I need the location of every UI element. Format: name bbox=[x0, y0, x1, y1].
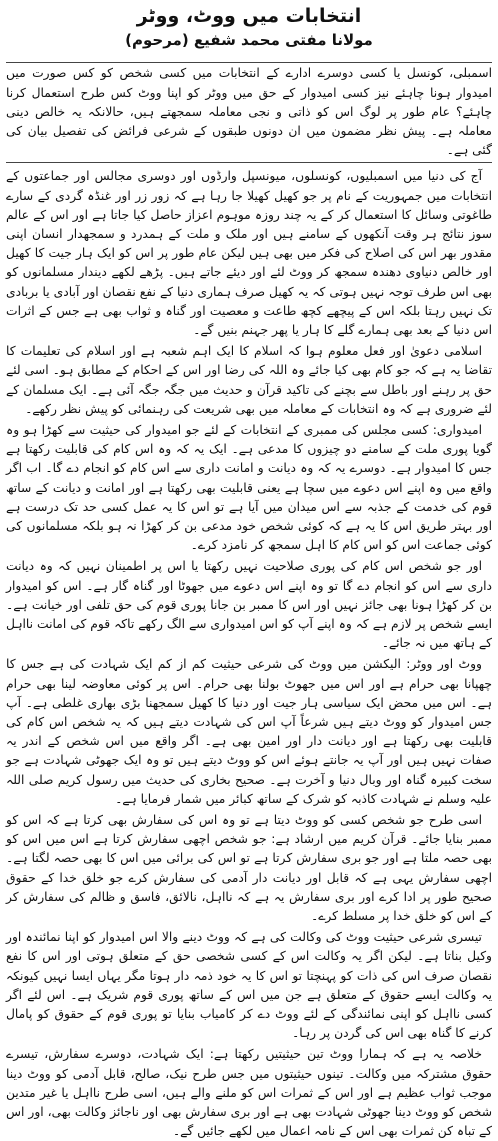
article-paragraph-1: آج کی دنیا میں اسمبلیوں، کونسلوں، میونسپل وارڈوں اور دوسری مجالس اور جماعتوں کے انتخابات میں جمہوریت کے نام پر جو کھیل کھیلا جا رہا ہے کہ زور زر اور غنڈہ گردی کے سارے طاغوتی وسائل کا استعمال کر کے یہ چند روزہ موہوم اعزاز حاصل کیا جاتا ہے اور اس کے عالم سوز نتائج ہر وقت آنکھوں کے سامنے ہیں اور ملک و ملت کے ہمدرد و سمجھدار انسان اپنی مقدور بھر اس کی اصلاح کی فکر میں بھی ہیں لیکن عام طور پر اس کو ایک ہار جیت کا کھیل اور خالص دنیاوی دھندہ سمجھ کر ووٹ لئے اور دیئے جاتے ہیں۔ پڑھے لکھے دیندار مسلمانوں کو بھی اس طرف توجہ نہیں ہوتی کہ یہ کھیل صرف ہماری دنیا کے نفع نقصان اور آبادی یا بربادی تک نہیں رہتا بلکہ اس کے پیچھے کچھ طاعت و معصیت اور گناہ و ثواب بھی ہے جس کے اثرات اس دنیا کے بعد بھی ہمارے گلے کا ہار یا پھر جہنم بنیں گے۔ bbox=[6, 169, 492, 337]
article-body bbox=[6, 167, 492, 1141]
article-paragraph-8: خلاصہ یہ ہے کہ ہمارا ووٹ تین حیثیتیں رکھتا ہے: ایک شہادت، دوسرے سفارش، تیسرے حقوق مشترکہ میں وکالت۔ تینوں حیثیتوں میں جس طرح نیک، صالح، قابل آدمی کو ووٹ دینا موجب ثواب عظیم ہے اور اس کے ثمرات اس کو ملنے والے ہیں، اسی طرح نااہل یا غیر متدین شخص کو ووٹ دینا جھوٹی شہادت بھی ہے اور بری سفارش بھی اور ناجائز وکالت بھی، اور اس کے تباہ کن ثمرات بھی اس کے نامہ اعمال میں لکھے جائیں گے۔ bbox=[6, 1047, 492, 1139]
article-paragraph-2: اسلامی دعویٰ اور فعل معلوم ہوا کہ اسلام کا ایک اہم شعبہ ہے اور اسلام کی تعلیمات کا تقاضا یہ ہے کہ جو کام بھی کیا جائے وہ اللہ کی رضا اور اس کے احکام کے مطابق ہو۔ اسی لئے حق پر رہنے اور باطل سے بچنے کی تاکید قرآن و حدیث میں جگہ جگہ آئی ہے۔ ایک مسلمان کے لئے ضروری ہے کہ وہ انتخابات کے معاملہ میں بھی شریعت کی رہنمائی کو پیش نظر رکھے۔ bbox=[6, 344, 492, 416]
article-paragraph-7: تیسری شرعی حیثیت ووٹ کی وکالت کی ہے کہ ووٹ دینے والا اس امیدوار کو اپنا نمائندہ اور وکیل بناتا ہے۔ لیکن اگر یہ وکالت اس کے کسی شخصی حق کے متعلق ہوتی اور اس کا نفع نقصان صرف اس کی ذات کو پہنچتا تو اس کا یہ خود ذمہ دار ہوتا مگر یہاں ایسا نہیں کیونکہ یہ وکالت ایسے حقوق کے متعلق ہے جن میں اس کے ساتھ پوری قوم شریک ہے۔ اس لئے اگر کسی نااہل کو اپنی نمائندگی کے لئے ووٹ دے کر کامیاب بنایا تو پوری قوم کے حقوق کو پامال کرنے کا گناہ بھی اس کی گردن پر رہا۔ bbox=[6, 930, 492, 1041]
article-title: انتخابات میں ووٹ، ووٹر bbox=[136, 5, 362, 27]
article-byline: مولانا مفتی محمد شفیع (مرحوم) bbox=[125, 31, 373, 49]
article-paragraph-4: اور جو شخص اس کام کی پوری صلاحیت نہیں رکھتا یا اس پر اطمینان نہیں کہ وہ دیانت داری سے اس کو انجام دے گا تو وہ اپنے اس دعوے میں جھوٹا اور گناہ گار ہے۔ اس کو امیدوار بن کر کھڑا ہونا بھی جائز نہیں اور اس کا ممبر بن جانا پوری قوم کی حق تلفی اور خیانت ہے۔ ایسے شخص پر لازم ہے کہ وہ اپنے آپ کو اس امیدواری سے الگ رکھے تاکہ قوم کی امانت نااہل کے ہاتھ میں نہ جائے۔ bbox=[6, 559, 492, 651]
article-intro: اسمبلی، کونسل یا کسی دوسرے ادارے کے انتخابات میں کسی شخص کو کس صورت میں امیدوار ہونا چاہئے نیز کسی امیدوار کے حق میں ووٹر کو اپنا ووٹ کس طرح استعمال کرنا چاہئے؟ عام طور پر لوگ اس کو ذاتی و نجی معاملہ سمجھتے ہیں، حالانکہ یہ خالص دینی معاملہ ہے۔ پیش نظر مضمون میں ان دونوں طبقوں کے شرعی فرائض کی تفصیل بیان کی گئی ہے۔ bbox=[6, 62, 492, 163]
article-paragraph-5: ووٹ اور ووٹر: الیکشن میں ووٹ کی شرعی حیثیت کم از کم ایک شہادت کی ہے جس کا چھپانا بھی حرام ہے اور اس میں جھوٹ بولنا بھی حرام۔ اس پر کوئی معاوضہ لینا بھی حرام ہے۔ اس میں محض ایک سیاسی ہار جیت اور دنیا کا کھیل سمجھنا بڑی بھاری غلطی ہے۔ آپ جس امیدوار کو ووٹ دیتے ہیں شرعاً آپ اس کی شہادت دیتے ہیں کہ یہ شخص اس کام کی قابلیت بھی رکھتا ہے اور دیانت دار اور امین بھی ہے۔ اگر واقع میں اس شخص کے اندر یہ صفات نہیں ہیں اور آپ یہ جانتے ہوئے اس کو ووٹ دیتے ہیں تو وہ ایک جھوٹی شہادت ہے جو سخت کبیرہ گناہ اور وبال دنیا و آخرت ہے۔ صحیح بخاری کی حدیث میں رسول کریم صلی اللہ علیہ وسلم نے شہادت کاذبہ کو شرک کے ساتھ کبائر میں شمار فرمایا ہے۔ bbox=[6, 657, 492, 806]
article-paragraph-3: امیدواری: کسی مجلس کی ممبری کے انتخابات کے لئے جو امیدوار کی حیثیت سے کھڑا ہو وہ گویا پوری ملت کے سامنے دو چیزوں کا مدعی ہے۔ ایک یہ کہ وہ اس کام کی قابلیت رکھتا ہے جس کا امیدوار ہے۔ دوسرے یہ کہ وہ دیانت و امانت داری سے اس کام کو انجام دے گا۔ اب اگر واقع میں وہ اپنے اس دعوے میں سچا ہے یعنی قابلیت بھی رکھتا ہے اور امانت و دیانت کے ساتھ قوم کی خدمت کے جذبہ سے اس میدان میں آیا ہے تو اس کا یہ عمل کسی حد تک درست ہے اور بہتر طریق اس کا یہ ہے کہ کوئی شخص خود مدعی بن کر کھڑا نہ ہو بلکہ مسلمانوں کی کوئی جماعت اس کو اس کام کا اہل سمجھ کر نامزد کرے۔ bbox=[6, 422, 492, 553]
article-paragraph-6: اسی طرح جو شخص کسی کو ووٹ دیتا ہے تو وہ اس کی سفارش بھی کرتا ہے کہ اس کو ممبر بنایا جائے۔ قرآن کریم میں ارشاد ہے: جو شخص اچھی سفارش کرتا ہے اس میں اس کو بھی حصہ ملتا ہے اور جو بری سفارش کرتا ہے تو اس کی برائی میں اس کا بھی حصہ لگتا ہے۔ اچھی سفارش یہی ہے کہ قابل اور دیانت دار آدمی کی سفارش کرے جو خلق خدا کے حقوق صحیح طور پر ادا کرے اور بری سفارش یہ ہے کہ نااہل، نالائق، فاسق و ظالم کی سفارش کر کے اس کو خلق خدا پر مسلط کرے۔ bbox=[6, 813, 492, 924]
